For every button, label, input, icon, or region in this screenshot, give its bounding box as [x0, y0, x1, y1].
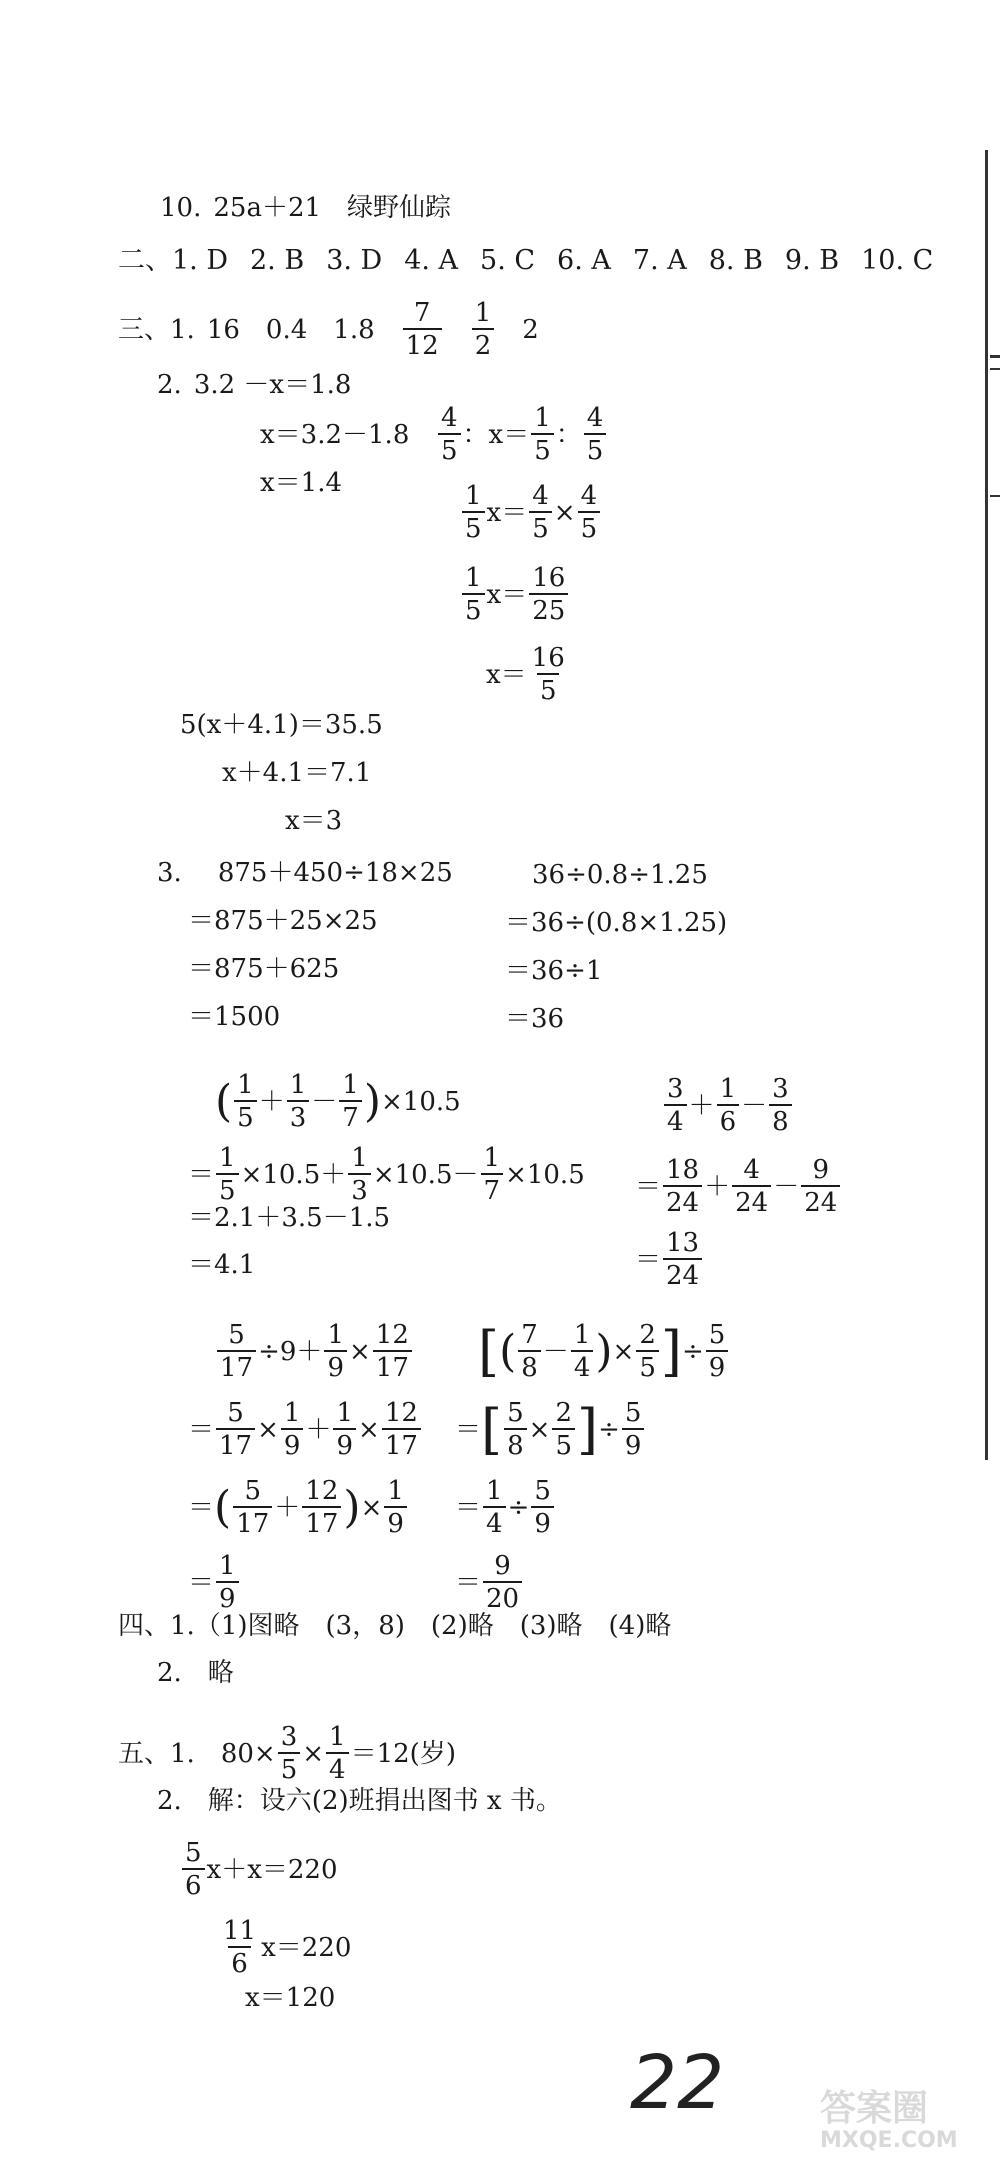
- expression: 875＋450÷18×25: [217, 858, 453, 888]
- paren-close: ): [363, 1075, 382, 1127]
- fraction: [717, 1076, 740, 1135]
- answer-words: 绿野仙踪: [347, 193, 452, 223]
- operator: ×: [528, 1414, 551, 1445]
- expression: ＝4.1: [188, 1250, 256, 1280]
- expression: ×10.5: [372, 1159, 453, 1190]
- calc-c2: [188, 1145, 585, 1204]
- paren-open: (: [214, 1481, 232, 1533]
- item-number: 2.: [157, 370, 182, 400]
- numerator: 5: [708, 1320, 726, 1350]
- proportion-line1: [436, 405, 608, 464]
- numerator: 9: [494, 1551, 511, 1581]
- numerator: 1: [219, 1551, 236, 1581]
- fraction: [529, 645, 568, 704]
- equation-m3: [285, 808, 342, 834]
- fraction: [348, 1145, 371, 1204]
- fraction: [382, 1400, 421, 1459]
- equation-m2: [222, 760, 371, 786]
- numerator: 11: [223, 1916, 257, 1946]
- numerator: 9: [812, 1155, 830, 1185]
- fraction: [483, 1478, 506, 1537]
- denominator: 24: [801, 1185, 840, 1216]
- denominator: 6: [182, 1868, 205, 1899]
- equation-m1: [180, 712, 383, 738]
- denominator: 7: [481, 1173, 504, 1204]
- denominator: 4: [483, 1506, 506, 1537]
- section-5-q2-line3: [245, 1985, 335, 2011]
- margin-tick: [990, 355, 1000, 358]
- denominator: 5: [234, 1100, 257, 1131]
- operator: ×: [348, 1336, 371, 1367]
- numerator: 5: [185, 1838, 202, 1868]
- answer: 9. B: [784, 245, 840, 276]
- denominator: 5: [462, 593, 485, 624]
- calc-f1: [478, 1319, 730, 1383]
- calc-a1: [157, 860, 453, 886]
- expression: ＝2.1＋3.5－1.5: [188, 1203, 391, 1233]
- fraction: [801, 1157, 840, 1216]
- calc-c3: [188, 1205, 390, 1231]
- calc-d2: [635, 1157, 842, 1216]
- fraction: [403, 300, 442, 359]
- denominator: 17: [233, 1506, 272, 1537]
- value: 2: [522, 314, 539, 345]
- paren-close: ): [595, 1325, 613, 1377]
- denominator: 17: [302, 1506, 341, 1537]
- numerator: 1: [342, 1070, 359, 1100]
- expression: ÷9: [258, 1336, 297, 1367]
- numerator: 4: [532, 481, 549, 511]
- fraction: [217, 1322, 256, 1381]
- numerator: 2: [555, 1398, 572, 1428]
- section-4-q1: [118, 1613, 671, 1639]
- numerator: 16: [532, 563, 566, 593]
- operator: ＋: [274, 1492, 301, 1523]
- calc-e3: [188, 1478, 409, 1537]
- calc-f4: [455, 1553, 524, 1612]
- answer: 3. D: [326, 245, 383, 276]
- operator: x＝: [486, 497, 528, 528]
- fraction: [481, 1145, 504, 1204]
- numerator: 1: [351, 1143, 368, 1173]
- fraction: [324, 1322, 347, 1381]
- numerator: 1: [483, 1143, 501, 1173]
- fraction: [663, 1157, 702, 1216]
- numerator: 1: [387, 1476, 404, 1506]
- numerator: 1: [336, 1398, 354, 1428]
- fraction: [622, 1400, 645, 1459]
- operator: ＝: [455, 1414, 482, 1445]
- calc-b2: [505, 910, 727, 936]
- fraction: [373, 1322, 412, 1381]
- fraction: [518, 1322, 541, 1381]
- denominator: 8: [769, 1104, 792, 1135]
- denominator: 4: [326, 1752, 349, 1783]
- numerator: 3: [667, 1074, 684, 1104]
- expression: ＝36÷(0.8×1.25): [505, 908, 728, 938]
- section-label: 二、: [118, 245, 172, 276]
- paren-close: ): [343, 1481, 361, 1533]
- fraction: [438, 405, 461, 464]
- numerator: 16: [531, 643, 565, 673]
- section-label: 三、: [118, 314, 171, 345]
- operator: ＝: [635, 1171, 662, 1202]
- proportion-line3: [460, 565, 570, 624]
- numerator: 1: [474, 298, 492, 328]
- fraction: [531, 405, 554, 464]
- calc-f3: [455, 1478, 556, 1537]
- numerator: 4: [743, 1155, 760, 1185]
- margin-rule: [985, 150, 988, 1460]
- fraction: [462, 565, 485, 624]
- fraction: [216, 1145, 239, 1204]
- answer: 4. A: [404, 245, 459, 276]
- denominator: 5: [529, 511, 552, 542]
- operator: ×: [360, 1492, 383, 1523]
- numerator: 4: [441, 403, 458, 433]
- equation: x＋x＝220: [206, 1854, 338, 1885]
- denominator: 3: [348, 1173, 371, 1204]
- bracket-open: [: [481, 1397, 503, 1461]
- section-5-q2-intro: [157, 1788, 562, 1814]
- operator: ：x＝: [462, 419, 530, 450]
- bracket-close: ]: [576, 1397, 599, 1461]
- denominator: 9: [706, 1350, 729, 1381]
- answer-line-10: [160, 195, 451, 221]
- operator: ÷: [681, 1336, 704, 1367]
- section-5-q2-line2: [218, 1918, 351, 1977]
- numerator: 1: [283, 1398, 301, 1428]
- operator: ×: [553, 497, 576, 528]
- numerator: 2: [639, 1320, 656, 1350]
- fraction: [326, 1724, 349, 1783]
- section-2-answers: [118, 247, 933, 274]
- numerator: 1: [534, 403, 551, 433]
- section-3-q1: [118, 300, 539, 359]
- numerator: 1: [237, 1070, 254, 1100]
- calc-d1: [662, 1076, 794, 1135]
- denominator: 8: [504, 1428, 527, 1459]
- numerator: 4: [586, 403, 604, 433]
- answer: 2. B: [250, 245, 305, 276]
- operator: ＝: [455, 1567, 482, 1598]
- expression: ＝36÷1: [505, 956, 603, 986]
- fraction: [472, 300, 495, 359]
- equation: x＝1.4: [260, 468, 343, 498]
- calc-a2: [188, 908, 378, 934]
- denominator: 5: [531, 433, 554, 464]
- fraction: [529, 483, 552, 542]
- answer: 6. A: [557, 245, 611, 276]
- proportion-line2: [460, 483, 602, 542]
- section-3-q2-line3: [260, 470, 342, 496]
- bracket-open: [: [478, 1319, 500, 1383]
- section-label: 五、: [118, 1738, 171, 1769]
- denominator: 5: [278, 1752, 301, 1783]
- denominator: 9: [531, 1506, 554, 1537]
- section-4-q2: [157, 1660, 234, 1686]
- fraction: [339, 1072, 362, 1131]
- value: 0.4: [265, 314, 308, 345]
- section-label: 四、: [118, 1611, 171, 1641]
- operator: ＝: [635, 1244, 662, 1275]
- solution-intro: 2. 解：设六(2)班捐出图书 x 书。: [157, 1786, 562, 1816]
- watermark-bottom: MXQE.COM: [820, 2128, 958, 2153]
- numerator: 1: [219, 1143, 236, 1173]
- numerator: 1: [573, 1320, 591, 1350]
- equation: x＝220: [261, 1932, 352, 1963]
- calc-e2: [188, 1400, 423, 1459]
- fraction: [636, 1322, 659, 1381]
- fraction: [216, 1553, 239, 1612]
- fraction: [584, 405, 607, 464]
- operator: ×: [358, 1414, 380, 1445]
- denominator: 17: [373, 1350, 412, 1381]
- numerator: 12: [384, 1398, 418, 1428]
- numerator: 12: [375, 1320, 409, 1350]
- calc-f2: [455, 1397, 646, 1461]
- operator: x＝: [486, 659, 527, 690]
- denominator: 6: [228, 1946, 251, 1977]
- operator: －: [773, 1171, 800, 1202]
- operator: ＋: [688, 1090, 715, 1121]
- denominator: 9: [622, 1428, 645, 1459]
- operator: ＋: [296, 1336, 323, 1367]
- fraction: [333, 1400, 356, 1459]
- operator: ＋: [258, 1086, 285, 1117]
- margin-tick: [990, 495, 1000, 497]
- equation: x＝120: [245, 1983, 336, 2013]
- numerator: 5: [227, 1398, 244, 1428]
- answer: 1. D: [172, 245, 228, 276]
- denominator: 17: [217, 1350, 256, 1381]
- numerator: 5: [624, 1398, 642, 1428]
- section-5-q1: [118, 1724, 456, 1783]
- section-3-q2-line1: [157, 372, 351, 398]
- denominator: 5: [578, 511, 601, 542]
- denominator: 9: [216, 1581, 239, 1612]
- operator: ：: [555, 419, 582, 450]
- expression: ×10.5: [381, 1086, 461, 1117]
- section-3-q2-line2: [260, 422, 409, 448]
- value: 16: [206, 314, 240, 345]
- fraction: [664, 1076, 687, 1135]
- expression: 1. 80×: [170, 1738, 276, 1769]
- answer: 2. 略: [157, 1658, 234, 1688]
- denominator: 9: [384, 1506, 407, 1537]
- operator: ×: [612, 1336, 635, 1367]
- denominator: 9: [281, 1428, 304, 1459]
- fraction: [233, 1478, 272, 1537]
- denominator: 5: [636, 1350, 659, 1381]
- fraction: [706, 1322, 729, 1381]
- operator: ×: [302, 1738, 325, 1769]
- fraction: [234, 1072, 257, 1131]
- fraction: [182, 1840, 205, 1899]
- denominator: 5: [438, 433, 461, 464]
- numerator: 5: [228, 1320, 245, 1350]
- numerator: 1: [327, 1320, 344, 1350]
- calc-e1: [215, 1322, 414, 1381]
- operator: ＝: [455, 1492, 482, 1523]
- denominator: 3: [287, 1100, 310, 1131]
- numerator: 1: [465, 563, 482, 593]
- answer: 8. B: [708, 245, 763, 276]
- equation: x＋4.1＝7.1: [222, 758, 372, 788]
- operator: ÷: [598, 1414, 620, 1445]
- item-number: 10.: [160, 193, 202, 223]
- denominator: 5: [462, 511, 485, 542]
- numerator: 7: [413, 298, 431, 328]
- answer: 5. C: [480, 245, 536, 276]
- operator: x＝: [486, 579, 528, 610]
- expression: ×10.5: [505, 1159, 585, 1190]
- expression: 25a＋21: [213, 193, 322, 223]
- answer: 7. A: [632, 245, 687, 276]
- calc-c1: [215, 1072, 461, 1131]
- expression: ＝12(岁): [350, 1738, 456, 1769]
- expression: ＝1500: [188, 1002, 281, 1032]
- fraction: [384, 1478, 407, 1537]
- answer: 10. C: [861, 245, 934, 276]
- expression: ＝36: [505, 1004, 565, 1034]
- denominator: 17: [216, 1428, 255, 1459]
- operator: ＝: [188, 1492, 215, 1523]
- paren-open: (: [215, 1075, 233, 1127]
- operator: ×: [257, 1414, 279, 1445]
- operator: ＝: [188, 1414, 215, 1445]
- numerator: 5: [507, 1398, 524, 1428]
- fraction: [732, 1157, 771, 1216]
- numerator: 1: [465, 481, 482, 511]
- fraction: [529, 565, 568, 624]
- numerator: 5: [534, 1476, 551, 1506]
- operator: ＝: [188, 1567, 215, 1598]
- margin-tick: [990, 368, 1000, 370]
- denominator: 9: [333, 1428, 356, 1459]
- calc-c4: [188, 1252, 255, 1278]
- denominator: 20: [483, 1581, 522, 1612]
- operator: －: [741, 1090, 768, 1121]
- denominator: 24: [663, 1185, 702, 1216]
- fraction: [571, 1322, 594, 1381]
- answer: 1.（1)图略 (3，8) (2)略 (3)略 (4)略: [170, 1611, 672, 1641]
- operator: ＋: [305, 1414, 332, 1445]
- operator: －: [311, 1086, 338, 1117]
- calc-a3: [188, 956, 339, 982]
- fraction: [216, 1400, 255, 1459]
- denominator: 24: [663, 1258, 702, 1289]
- denominator: 4: [664, 1104, 687, 1135]
- denominator: 5: [584, 433, 607, 464]
- calc-b1: [532, 862, 708, 888]
- fraction: [663, 1230, 702, 1289]
- numerator: 1: [486, 1476, 503, 1506]
- denominator: 8: [518, 1350, 541, 1381]
- equation: x＝3: [285, 806, 343, 836]
- fraction: [278, 1724, 301, 1783]
- numerator: 12: [305, 1476, 339, 1506]
- denominator: 17: [382, 1428, 421, 1459]
- fraction: [302, 1478, 341, 1537]
- numerator: 3: [772, 1074, 789, 1104]
- watermark-top: 答案圈: [820, 2088, 929, 2129]
- numerator: 1: [329, 1722, 346, 1752]
- fraction: [281, 1400, 304, 1459]
- value: 1.8: [333, 314, 375, 345]
- calc-a4: [188, 1004, 280, 1030]
- item-number: 3.: [157, 858, 182, 888]
- denominator: 6: [717, 1104, 740, 1135]
- denominator: 5: [216, 1173, 239, 1204]
- fraction: [287, 1072, 310, 1131]
- expression: ＝875＋25×25: [188, 906, 378, 936]
- fraction: [220, 1918, 259, 1977]
- calc-b4: [505, 1006, 564, 1032]
- expression: 36÷0.8÷1.25: [532, 860, 708, 890]
- operator: ＋: [320, 1159, 347, 1190]
- fraction: [578, 483, 601, 542]
- operator: －: [452, 1159, 479, 1190]
- section-5-q2-line1: [180, 1840, 338, 1899]
- fraction: [462, 483, 485, 542]
- fraction: [504, 1400, 527, 1459]
- calc-b3: [505, 958, 602, 984]
- denominator: 5: [552, 1428, 575, 1459]
- operator: ÷: [507, 1492, 530, 1523]
- fraction: [531, 1478, 554, 1537]
- denominator: 7: [339, 1100, 362, 1131]
- fraction: [769, 1076, 792, 1135]
- paren-open: (: [499, 1325, 517, 1377]
- equation: x＝3.2－1.8: [260, 420, 410, 450]
- denominator: 24: [732, 1185, 771, 1216]
- denominator: 4: [571, 1350, 594, 1381]
- equation: 3.2 －x＝1.8: [193, 370, 352, 400]
- fraction: [552, 1400, 575, 1459]
- numerator: 13: [666, 1228, 700, 1258]
- proportion-line4: [486, 645, 570, 704]
- denominator: 5: [537, 673, 560, 704]
- numerator: 4: [580, 481, 598, 511]
- denominator: 25: [529, 593, 568, 624]
- fraction: [483, 1553, 522, 1612]
- denominator: 9: [324, 1350, 347, 1381]
- page-number: 22: [630, 2040, 725, 2126]
- numerator: 1: [289, 1070, 307, 1100]
- expression: ＝875＋625: [188, 954, 340, 984]
- calc-d3: [635, 1230, 704, 1289]
- operator: －: [542, 1336, 569, 1367]
- numerator: 1: [719, 1074, 737, 1104]
- numerator: 7: [521, 1320, 538, 1350]
- denominator: 12: [403, 328, 442, 359]
- bracket-close: ]: [660, 1319, 682, 1383]
- numerator: 3: [280, 1722, 298, 1752]
- equation: 5(x＋4.1)＝35.5: [180, 710, 383, 740]
- numerator: 18: [666, 1155, 700, 1185]
- denominator: 2: [472, 328, 495, 359]
- operator: ＋: [704, 1171, 731, 1202]
- expression: ×10.5: [240, 1159, 321, 1190]
- numerator: 5: [244, 1476, 261, 1506]
- calc-e4: [188, 1553, 241, 1612]
- item-number: 1.: [170, 314, 195, 345]
- operator: ＝: [188, 1159, 215, 1190]
